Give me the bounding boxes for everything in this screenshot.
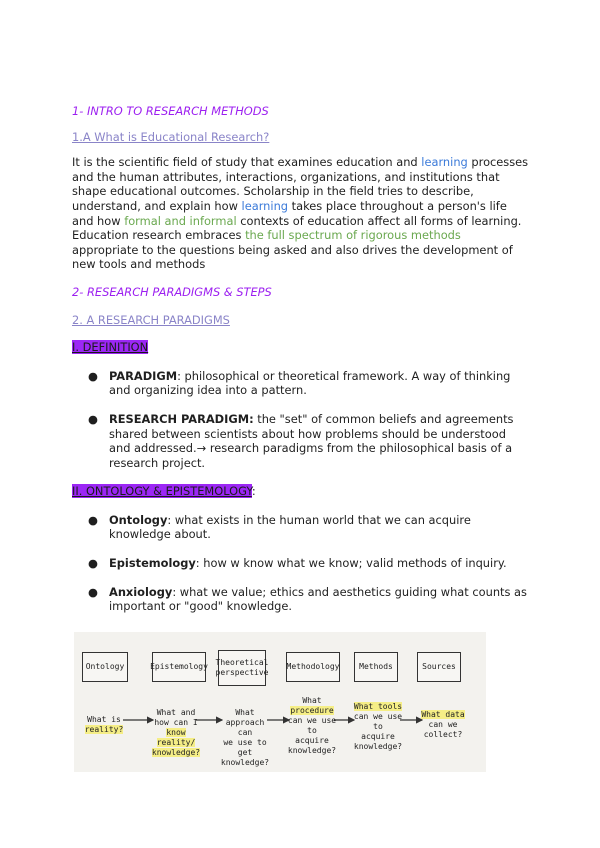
subsection-heading-2: 2. A RESEARCH PARADIGMS [72,312,230,327]
question-epistemology: What and how can I know reality/ knowledge? [151,708,201,757]
question-methods: What tools can we use to acquire knowledge? [353,702,403,751]
definition-list [72,369,530,471]
box-sources: Sources [417,652,461,682]
ontology-label: II. ONTOLOGY & EPISTEMOLOGY [72,484,252,499]
question-methodology: What procedure can we use to acquire knowledge? [287,696,337,755]
list-item: ● Ontology: what exists in the human world that we can acquire knowledge about. [88,512,471,542]
list-item: ● PARADIGM: philosophical or theoretical framework. A way of thinking and organizing idea into a pattern. [88,368,511,398]
ontology-list [72,513,530,614]
box-epistemology: Epistemology [152,652,206,682]
link-learning[interactable]: learning [421,155,468,170]
intro-paragraph: It is the scientific field of study that examines education and learning processes and the human attributes, interactions, organizations, and institutions that shape educational outcomes. Scholarship in the field tries to describe, understand, and explain how learning takes place throughout a person's life and how formal and informal contexts of education affect all forms of learning. Education research embraces the full spectrum of rigorous methods appropriate to the questions being asked and also drives the development of new tools and methods [72,155,529,272]
box-theoretical-perspective: Theoretical perspective [218,650,266,686]
link-learning-2[interactable]: learning [241,198,289,213]
definition-label: I. DEFINITION [72,340,149,355]
list-item: ● Anxiology: what we value; ethics and aesthetics guiding what counts as important or "good" knowledge. [88,584,527,614]
document-body: 1- INTRO TO RESEARCH METHODS 1.A What is Educational Research? It is the scientific field of study that examines education and learning processes and the human attributes, interactions, organizations, and institutions that shape educational outcomes. Scholarship in the field tries to describe, understand, and explain how learning takes place throughout a person's life and how formal and informal contexts of education affect all forms of learning. Education research embraces the full spectrum of rigorous methods appropriate to the questions being asked and also drives the development of new tools and methods 2- RESEARCH PARADIGMS & STEPS 2. A RESEARCH PARADIGMS I. DEFINITION ● PARADIGM: philosophical or theoretical framework. A way of thinking and organizing idea into a pattern. ● RESEARCH PARADIGM: the "set" of common beliefs and agreements shared between scientists about how problems should be understood and addressed.→ research paradigms from the philosophical basis of a research project. II. ONTOLOGY & EPISTEMOLOGY: ● Ontology: what exists in the human world that we can acquire knowledge about. ● Epistemology: how w know what we know; valid methods of inquiry. ● Anxiology: what we value; ethics and aesthetics guiding what counts as important or "good" knowledge. [72,104,529,614]
subsection-heading: 1.A What is Educational Research? [72,129,270,144]
question-theoretical: What approach can we use to get knowledge? [220,708,270,767]
question-sources: What data can we collect? [421,710,465,739]
section-heading: 1- INTRO TO RESEARCH METHODS [72,104,269,118]
section-heading-2: 2- RESEARCH PARADIGMS & STEPS [72,284,272,299]
list-item: ● RESEARCH PARADIGM: the "set" of common beliefs and agreements shared between scientists about how problems should be understood and addressed.→ research paradigms from the philosophical basis of a research project. [88,411,514,470]
box-methods: Methods [354,652,398,682]
box-methodology: Methodology [286,652,340,682]
list-item: ● Epistemology: how w know what we know; valid methods of inquiry. [88,556,507,571]
link-formal-informal[interactable]: formal and informal [124,213,237,228]
research-process-diagram [74,632,486,772]
link-rigorous-methods[interactable]: the full spectrum of rigorous methods [245,228,461,243]
box-ontology: Ontology [82,652,128,682]
question-ontology: What is reality? [84,715,124,734]
